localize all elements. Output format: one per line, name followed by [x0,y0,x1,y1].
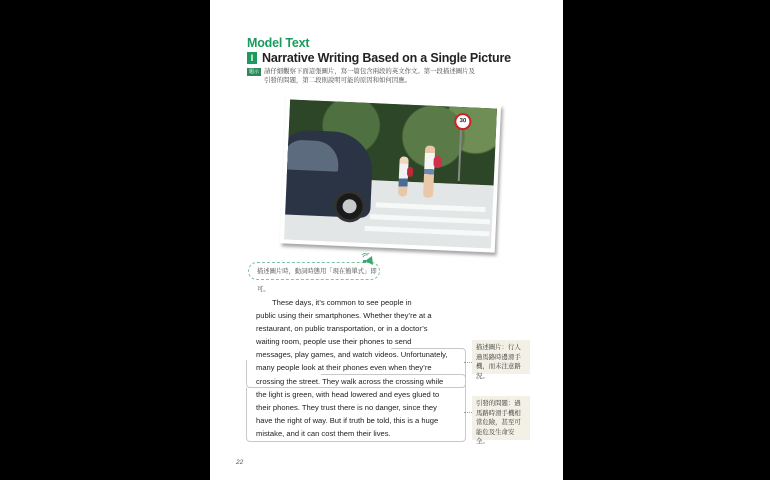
megaphone-icon [361,253,375,267]
crosswalk-stripe [370,214,490,224]
paragraph-line: many people look at their phones even when they’re [256,363,432,373]
paragraph-line: waiting room, people use their phones to send [256,337,412,347]
photo-frame [280,95,501,252]
connector-line [464,412,472,413]
section-number-badge: I [247,52,257,64]
side-note-description: 描述圖片：行人過馬路時邊滑手機，而未注意路況。 [472,340,530,374]
page-title: Narrative Writing Based on a Single Picture [262,51,511,65]
paragraph-line: public using their smartphones. Whether they’re at a [256,311,432,321]
girl-backpack [433,156,442,168]
instruction-text: 請仔細觀察下面這張圖片，寫一篇包含兩段的英文作文。第一段描述圖片及引發的問題，第二段則說明可能的原因和如何因應。 [264,68,475,84]
title-row [247,51,511,65]
paragraph-line: have the right of way. But if truth be told, this is a huge [256,415,439,425]
tip-bubble: 描述圖片時，動詞時態用「現在簡單式」即可。 [248,262,380,280]
speed-limit-sign: 30 [454,113,472,131]
paragraph-line: the light is green, with head lowered and eyes glued to [256,389,440,399]
document-page [210,0,563,480]
page-number: 22 [236,459,244,466]
instruction [247,67,477,85]
child-backpack [407,167,413,177]
paragraph-line: mistake, and it can cost them their lives. [256,428,391,438]
crossing-photo [284,100,497,249]
connector-line [464,362,472,363]
section-label: Model Text [247,36,310,50]
crosswalk-stripe [364,226,489,236]
paragraph-line: These days, it’s common to see people in [272,298,412,307]
car-window [284,139,339,171]
crosswalk-stripe [376,202,486,212]
paragraph-line: restaurant, on public transportation, or in a doctor’s [256,324,428,334]
child-figure [398,156,409,196]
paragraph-line: messages, play games, and watch videos. Unfortunately, [256,350,448,360]
instruction-tag: 題示 [249,68,260,75]
side-note-problem: 引發的問題：過馬路時滑手機相當危險，甚至可能危及生命安全。 [472,396,530,440]
paragraph-line: crossing the street. They walk across the crossing while [256,376,444,386]
car [284,129,374,218]
paragraph-line: their phones. They trust there is no danger, since they [256,402,437,412]
